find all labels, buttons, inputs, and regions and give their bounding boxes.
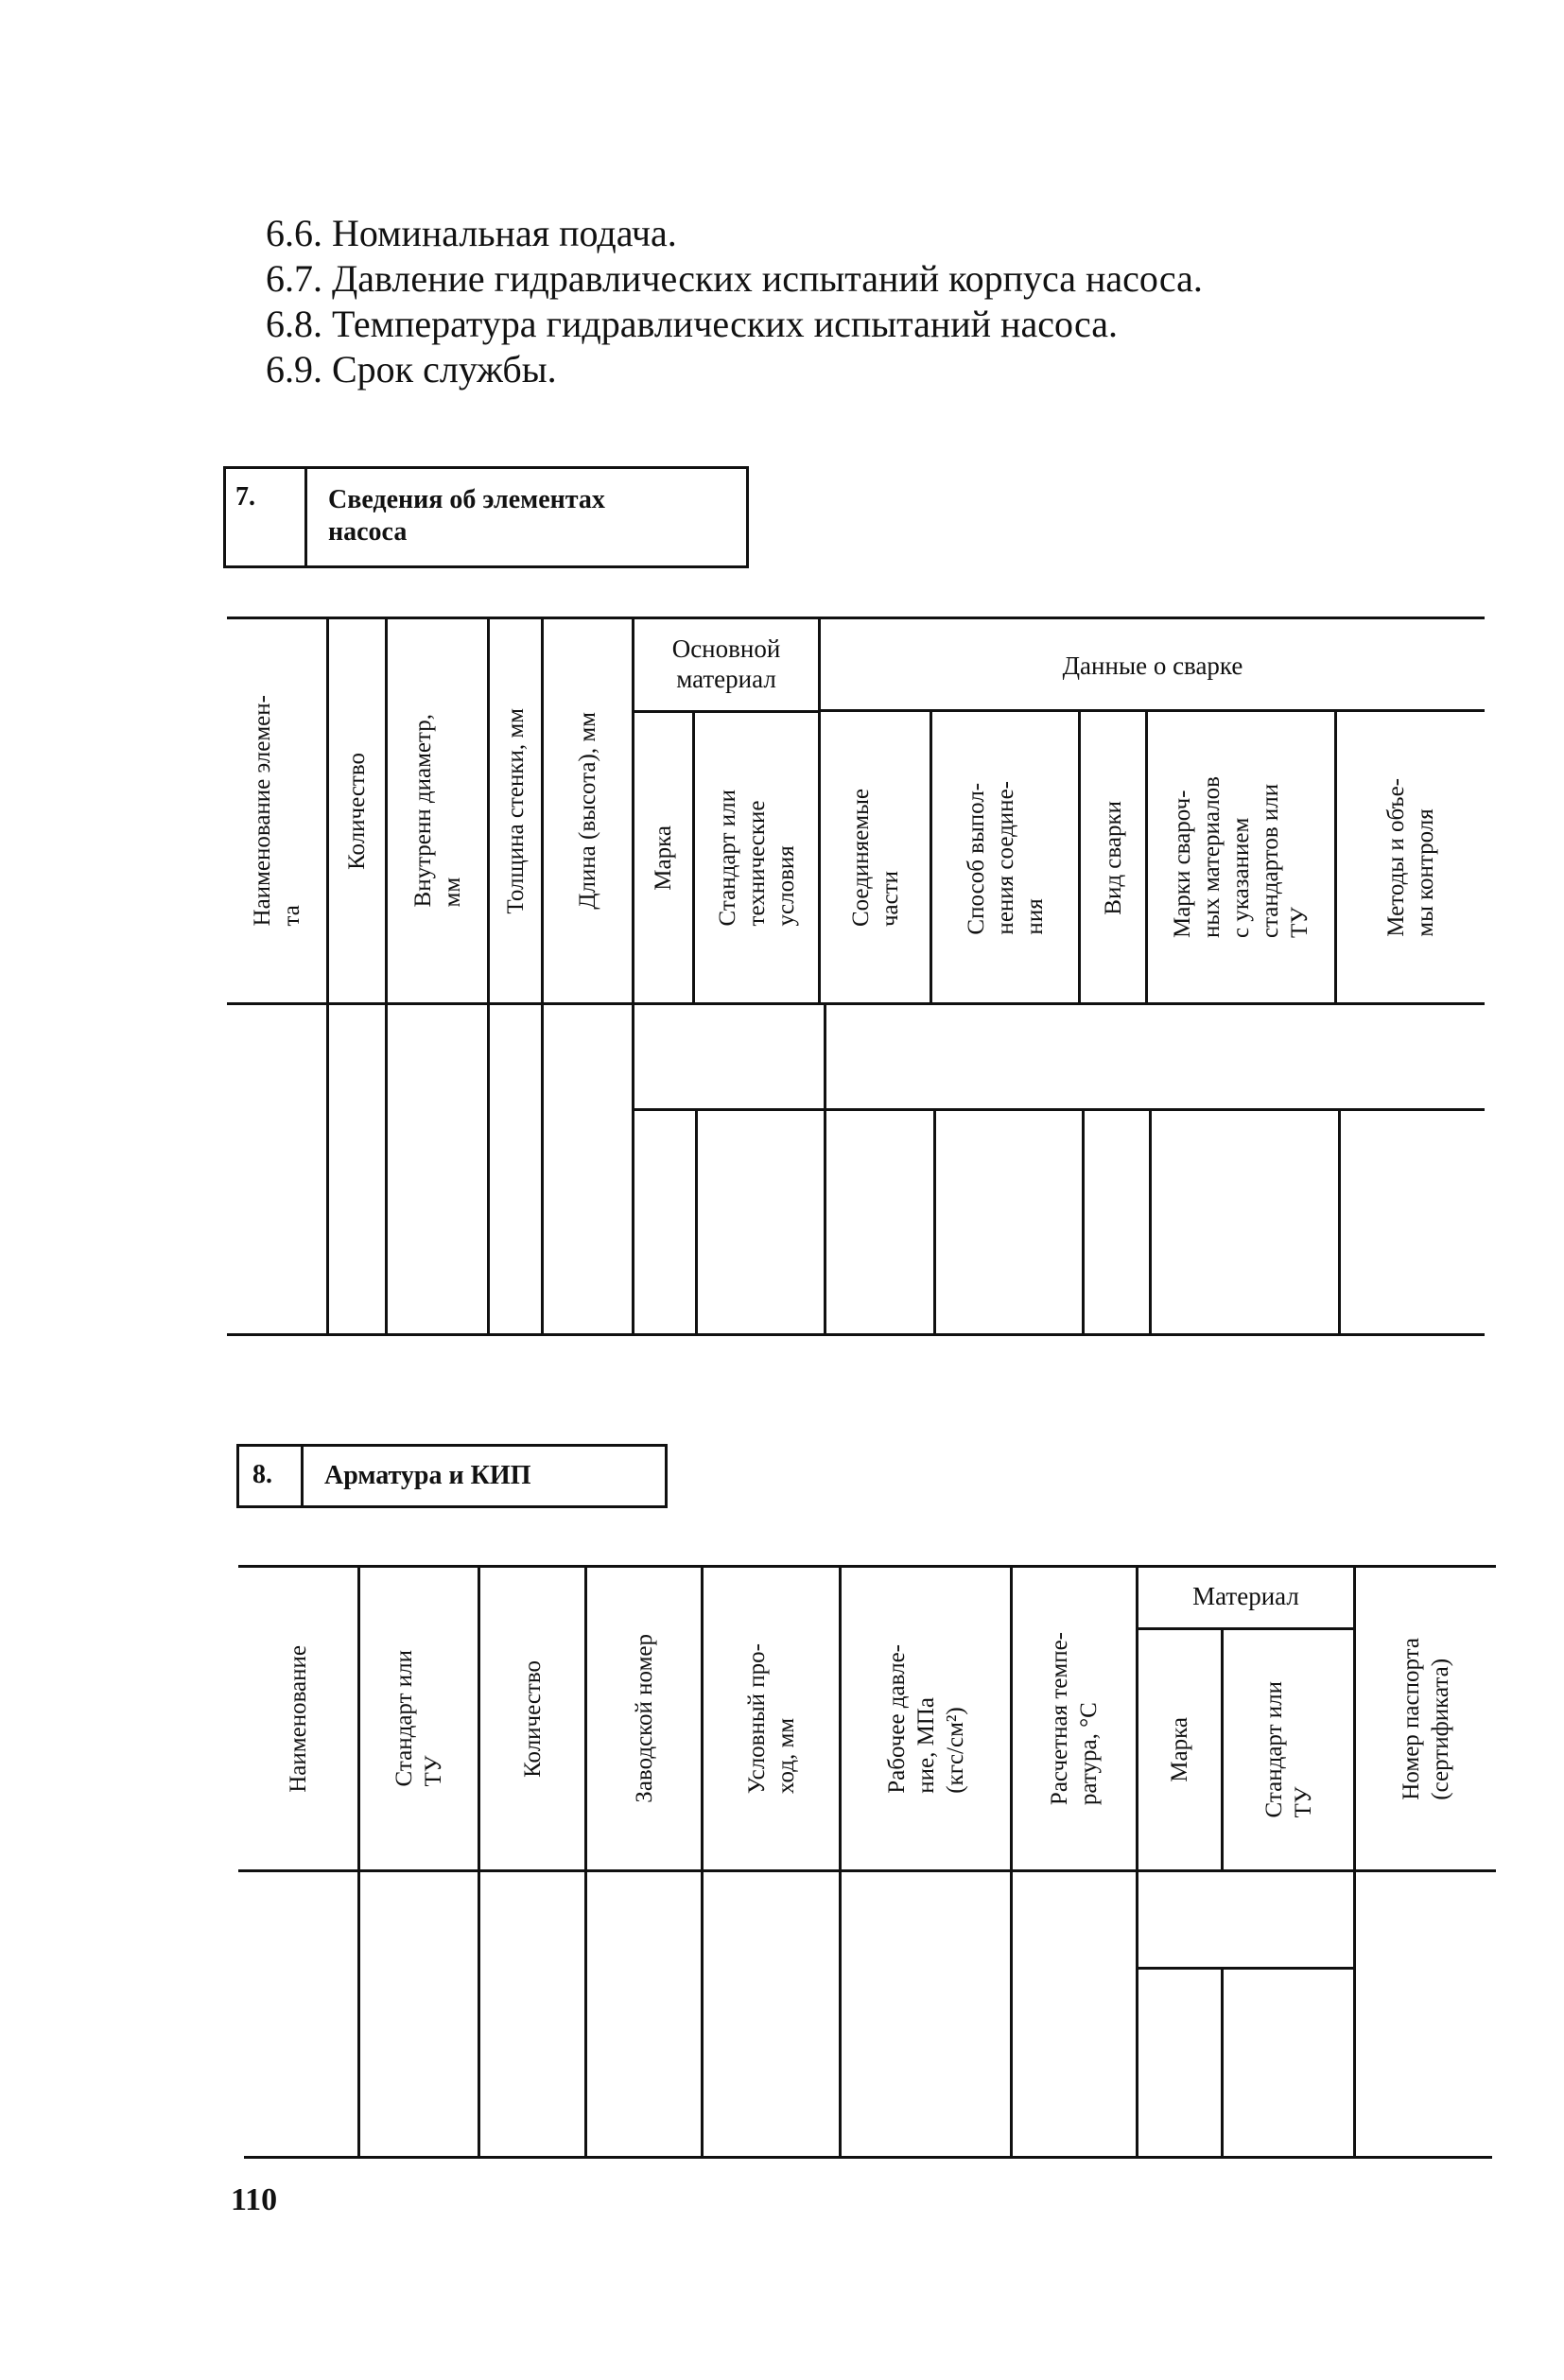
col-working-pressure: Рабочее давле- ние, МПа (кгс/см²) [883,1643,968,1794]
table-7-col-divider [824,1002,826,1333]
group-welding: Данные о сварке [1062,651,1243,680]
col-weld-type: Вид сварки [1100,800,1126,915]
item-6-9: 6.9. Срок службы. [266,348,557,391]
col-joint-method: Способ выпол- нения соедине- ния [963,780,1048,935]
col-quantity: Количество [344,752,370,870]
col-material-brand: Марка [1167,1717,1192,1782]
item-6-7: 6.7. Давление гидравлических испытаний корпуса насоса. [266,257,1203,300]
col-passport-number: Номер паспорта (сертификата) [1399,1637,1453,1800]
table-7-col-divider [695,1108,698,1333]
table-7-col-divider [1338,1108,1341,1333]
section-7-title-box [223,466,749,568]
col-weld-materials: Марки свароч- ных материалов с указанием стандартов или ТУ [1170,776,1312,939]
table-8-bottom-rule [244,2156,1492,2159]
table-7-col-divider [933,1108,936,1333]
col-wall-thickness: Толщина стенки, мм [502,707,529,914]
table-7-subheader-rule-welding [818,709,1485,712]
table-8-col-divider [1221,1967,1224,2156]
table-7-row-split-rule [632,1108,1485,1111]
col-standard: Стандарт или технические условия [714,789,799,927]
section-7-number: 7. [226,469,307,565]
col-inner-diameter: Внутренн диаметр, мм [409,714,465,908]
col-standard: Стандарт или ТУ [391,1650,446,1787]
col-length: Длина (высота), мм [575,712,600,910]
section-8-title: Арматура и КИП [324,1461,531,1490]
table-7-col-divider [1149,1108,1152,1333]
group-base-material: Основной материал [671,634,781,693]
col-material-standard: Стандарт или ТУ [1260,1681,1316,1818]
group-material: Материал [1192,1582,1299,1610]
col-name: Наименование элемен- та [249,695,304,927]
page-number: 110 [231,2182,278,2217]
item-6-8: 6.8. Температура гидравлических испытаний насоса. [266,303,1118,345]
section-8-title-box [236,1444,668,1508]
col-serial-number: Заводской номер [631,1634,657,1803]
table-7-header-bottom-rule [227,1002,1485,1005]
col-quantity: Количество [519,1659,546,1778]
section-8-number: 8. [239,1447,304,1505]
col-name: Наименование [285,1644,311,1793]
table-7-col-divider [1082,1108,1085,1333]
item-6-6: 6.6. Номинальная подача. [266,212,677,254]
col-design-temperature: Расчетная темпе- ратура, °С [1047,1631,1102,1806]
section-7-title: Сведения об элементах насоса [328,485,605,547]
col-brand: Марка [651,825,676,891]
table-7-bottom-rule [227,1333,1485,1336]
table-8-header-bottom-rule [238,1869,1496,1872]
col-joined-parts: Соединяемые части [847,788,903,928]
col-control-methods: Методы и объе- мы контроля [1383,778,1438,937]
table-8-row-split-rule [1136,1967,1353,1970]
col-nominal-bore: Условный про- ход, мм [743,1642,799,1795]
